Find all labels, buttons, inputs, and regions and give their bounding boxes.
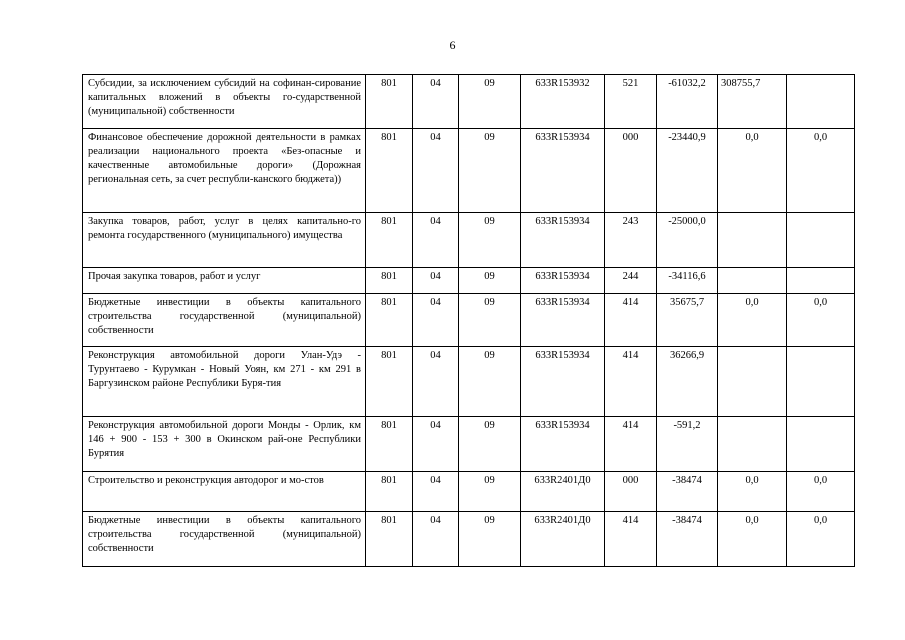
amount-3 bbox=[787, 213, 855, 268]
ministry-code: 801 bbox=[366, 294, 413, 347]
amount-1: -25000,0 bbox=[657, 213, 718, 268]
section-code: 04 bbox=[413, 347, 459, 417]
amount-2 bbox=[718, 347, 787, 417]
ministry-code: 801 bbox=[366, 347, 413, 417]
section-code: 04 bbox=[413, 268, 459, 294]
amount-3: 0,0 bbox=[787, 472, 855, 512]
expense-code: 414 bbox=[605, 512, 657, 567]
amount-1: -38474 bbox=[657, 512, 718, 567]
target-code: 633R153934 bbox=[521, 417, 605, 472]
row-name: Реконструкция автомобильной дороги Монды - Орлик, км 146 + 900 - 153 + 300 в Окинском рай-оне Республики Бурятия bbox=[83, 417, 366, 472]
row-name: Бюджетные инвестиции в объекты капитального строительства государственной (муниципальной) собственности bbox=[83, 512, 366, 567]
table-row bbox=[83, 268, 855, 294]
subsection-code: 09 bbox=[459, 512, 521, 567]
ministry-code: 801 bbox=[366, 75, 413, 129]
row-name: Реконструкция автомобильной дороги Улан-Удэ - Турунтаево - Курумкан - Новый Уоян, км 271 - км 291 в Баргузинском районе Республики Буря-тия bbox=[83, 347, 366, 417]
target-code: 633R153934 bbox=[521, 268, 605, 294]
section-code: 04 bbox=[413, 213, 459, 268]
table-row bbox=[83, 417, 855, 472]
amount-1: 35675,7 bbox=[657, 294, 718, 347]
amount-2 bbox=[718, 268, 787, 294]
row-name: Строительство и реконструкция автодорог и мо-стов bbox=[83, 472, 366, 512]
table-row bbox=[83, 75, 855, 129]
table-row bbox=[83, 294, 855, 347]
expense-code: 414 bbox=[605, 294, 657, 347]
page-number: 6 bbox=[449, 38, 456, 52]
subsection-code: 09 bbox=[459, 213, 521, 268]
subsection-code: 09 bbox=[459, 417, 521, 472]
table-row bbox=[83, 512, 855, 567]
amount-1: 36266,9 bbox=[657, 347, 718, 417]
ministry-code: 801 bbox=[366, 512, 413, 567]
row-name: Прочая закупка товаров, работ и услуг bbox=[83, 268, 366, 294]
ministry-code: 801 bbox=[366, 268, 413, 294]
amount-2 bbox=[718, 213, 787, 268]
subsection-code: 09 bbox=[459, 472, 521, 512]
amount-2: 0,0 bbox=[718, 129, 787, 213]
amount-3: 0,0 bbox=[787, 129, 855, 213]
section-code: 04 bbox=[413, 472, 459, 512]
amount-3 bbox=[787, 347, 855, 417]
table-row bbox=[83, 129, 855, 213]
amount-3 bbox=[787, 417, 855, 472]
amount-1: -61032,2 bbox=[657, 75, 718, 129]
subsection-code: 09 bbox=[459, 294, 521, 347]
target-code: 633R153932 bbox=[521, 75, 605, 129]
section-code: 04 bbox=[413, 417, 459, 472]
table-row bbox=[83, 347, 855, 417]
subsection-code: 09 bbox=[459, 75, 521, 129]
amount-3 bbox=[787, 268, 855, 294]
row-name: Бюджетные инвестиции в объекты капитального строительства государственной (муниципальной) собственности bbox=[83, 294, 366, 347]
row-name: Закупка товаров, работ, услуг в целях капитально-го ремонта государственного (муниципального) имущества bbox=[83, 213, 366, 268]
expense-code: 244 bbox=[605, 268, 657, 294]
section-code: 04 bbox=[413, 294, 459, 347]
amount-1: -38474 bbox=[657, 472, 718, 512]
expense-code: 414 bbox=[605, 347, 657, 417]
amount-2: 0,0 bbox=[718, 512, 787, 567]
subsection-code: 09 bbox=[459, 268, 521, 294]
ministry-code: 801 bbox=[366, 213, 413, 268]
amount-2: 0,0 bbox=[718, 472, 787, 512]
target-code: 633R153934 bbox=[521, 294, 605, 347]
expense-code: 000 bbox=[605, 129, 657, 213]
expense-code: 521 bbox=[605, 75, 657, 129]
amount-3 bbox=[787, 75, 855, 129]
ministry-code: 801 bbox=[366, 417, 413, 472]
subsection-code: 09 bbox=[459, 129, 521, 213]
subsection-code: 09 bbox=[459, 347, 521, 417]
section-code: 04 bbox=[413, 129, 459, 213]
target-code: 633R153934 bbox=[521, 347, 605, 417]
ministry-code: 801 bbox=[366, 129, 413, 213]
expense-code: 000 bbox=[605, 472, 657, 512]
table-row bbox=[83, 472, 855, 512]
target-code: 633R2401Д0 bbox=[521, 472, 605, 512]
amount-2: 308755,7 bbox=[718, 75, 787, 129]
target-code: 633R153934 bbox=[521, 129, 605, 213]
amount-1: -23440,9 bbox=[657, 129, 718, 213]
section-code: 04 bbox=[413, 75, 459, 129]
target-code: 633R2401Д0 bbox=[521, 512, 605, 567]
expense-code: 414 bbox=[605, 417, 657, 472]
amount-2 bbox=[718, 417, 787, 472]
amount-3: 0,0 bbox=[787, 512, 855, 567]
amount-1: -591,2 bbox=[657, 417, 718, 472]
row-name: Субсидии, за исключением субсидий на софинан-сирование капитальных вложений в объекты го-сударственной (муниципальной) собственности bbox=[83, 75, 366, 129]
amount-1: -34116,6 bbox=[657, 268, 718, 294]
budget-table bbox=[82, 74, 855, 567]
row-name: Финансовое обеспечение дорожной деятельности в рамках реализации национального проекта «Без-опасные и качественные автомобильные дороги» (Дорожная региональная сеть, за счет республи-канского бюджета)) bbox=[83, 129, 366, 213]
amount-3: 0,0 bbox=[787, 294, 855, 347]
expense-code: 243 bbox=[605, 213, 657, 268]
table-row bbox=[83, 213, 855, 268]
ministry-code: 801 bbox=[366, 472, 413, 512]
section-code: 04 bbox=[413, 512, 459, 567]
target-code: 633R153934 bbox=[521, 213, 605, 268]
amount-2: 0,0 bbox=[718, 294, 787, 347]
